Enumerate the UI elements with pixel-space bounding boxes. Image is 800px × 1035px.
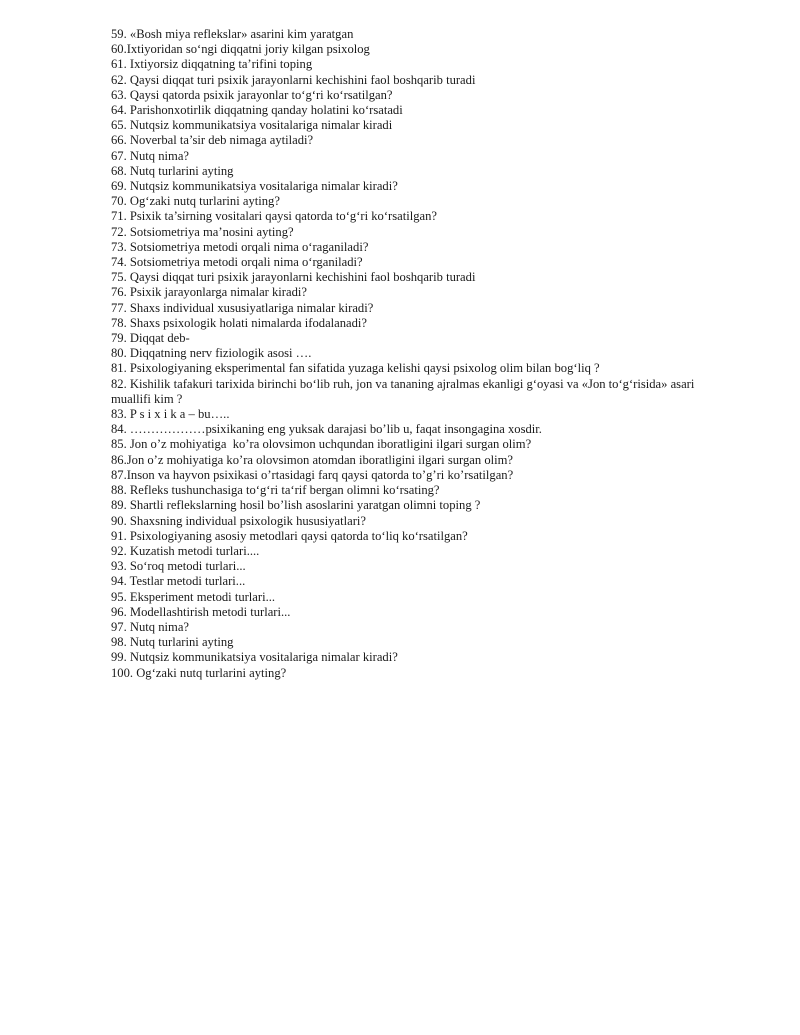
question-item: 89. Shartli reflekslarning hosil bo’lish asoslarini yaratgan olimni toping ? [111, 498, 481, 513]
question-item: 92. Kuzatish metodi turlari.... [111, 543, 260, 558]
question-item: 66. Noverbal ta’sir deb nimaga aytiladi? [111, 133, 314, 148]
question-item: 69. Nutqsiz kommunikatsiya vositalariga nimalar kiradi? [111, 179, 398, 194]
question-item: 90. Shaxsning individual psixologik hususiyatlari? [111, 513, 367, 528]
question-item: 96. Modellashtirish metodi turlari... [111, 604, 291, 619]
question-item: 83. P s i x i k a – bu….. [111, 407, 230, 422]
question-item: 74. Sotsiometriya metodi orqali nima o‘rganiladi? [111, 255, 363, 270]
question-item: 70. Og‘zaki nutq turlarini ayting? [111, 194, 280, 209]
question-item: 86.Jon o’z mohiyatiga ko’ra olovsimon atomdan iboratligini ilgari surgan olim? [111, 452, 513, 467]
question-item: 78. Shaxs psixologik holati nimalarda ifodalanadi? [111, 315, 368, 330]
question-item: 79. Diqqat deb- [111, 331, 190, 346]
question-item: 84. ………………psixikaning eng yuksak darajasi bo’lib u, faqat insongagina xosdir. [111, 422, 542, 437]
question-item: 87.Inson va hayvon psixikasi o’rtasidagi farq qaysi qatorda to’g’ri ko’rsatilgan? [111, 467, 514, 482]
question-item: 77. Shaxs individual xususiyatlariga nimalar kiradi? [111, 300, 374, 315]
question-item: 73. Sotsiometriya metodi orqali nima o‘raganiladi? [111, 239, 369, 254]
question-item: 82. Kishilik tafakuri tarixida birinchi bo‘lib ruh, jon va tananing ajralmas ekanligi g‘oyasi va «Jon to‘g‘risida» asari muallifi kim ? [111, 376, 698, 406]
question-item: 88. Refleks tushunchasiga to‘g‘ri ta‘rif bergan olimni ko‘rsating? [111, 483, 440, 498]
question-item: 98. Nutq turlarini ayting [111, 635, 234, 650]
question-item: 91. Psixologiyaning asosiy metodlari qaysi qatorda to‘liq ko‘rsatilgan? [111, 528, 468, 543]
question-item: 85. Jon o’z mohiyatiga ko’ra olovsimon uchqundan iboratligini ilgari surgan olim? [111, 437, 532, 452]
question-item: 80. Diqqatning nerv fiziologik asosi …. [111, 346, 312, 361]
question-item: 59. «Bosh miya reflekslar» asarini kim yaratgan [111, 27, 354, 41]
question-item: 62. Qaysi diqqat turi psixik jarayonlarni kechishini faol boshqarib turadi [111, 72, 476, 87]
question-item: 97. Nutq nima? [111, 619, 189, 634]
question-item: 95. Eksperiment metodi turlari... [111, 589, 276, 604]
question-item: 93. So‘roq metodi turlari... [111, 559, 246, 574]
question-item: 60.Ixtiyoridan so‘ngi diqqatni joriy kilgan psixolog [111, 42, 370, 57]
question-item: 65. Nutqsiz kommunikatsiya vositalariga nimalar kiradi [111, 118, 393, 133]
question-item: 72. Sotsiometriya ma’nosini ayting? [111, 224, 294, 239]
question-item: 63. Qaysi qatorda psixik jarayonlar to‘g‘ri ko‘rsatilgan? [111, 87, 393, 102]
question-item: 94. Testlar metodi turlari... [111, 574, 246, 589]
question-item: 75. Qaysi diqqat turi psixik jarayonlarni kechishini faol boshqarib turadi [111, 270, 476, 285]
question-item: 81. Psixologiyaning eksperimental fan sifatida yuzaga kelishi qaysi psixolog olim bilan bog‘liq ? [111, 361, 600, 376]
question-item: 100. Og‘zaki nutq turlarini ayting? [111, 665, 287, 680]
question-item: 99. Nutqsiz kommunikatsiya vositalariga nimalar kiradi? [111, 650, 398, 665]
question-item: 64. Parishonxotirlik diqqatning qanday holatini ko‘rsatadi [111, 103, 403, 118]
question-item: 76. Psixik jarayonlarga nimalar kiradi? [111, 285, 307, 300]
question-item: 67. Nutq nima? [111, 148, 189, 163]
question-list [111, 27, 731, 681]
question-item: 71. Psixik ta’sirning vositalari qaysi qatorda to‘g‘ri ko‘rsatilgan? [111, 209, 437, 224]
question-item: 68. Nutq turlarini ayting [111, 163, 234, 178]
question-item: 61. Ixtiyorsiz diqqatning ta’rifini toping [111, 57, 313, 72]
